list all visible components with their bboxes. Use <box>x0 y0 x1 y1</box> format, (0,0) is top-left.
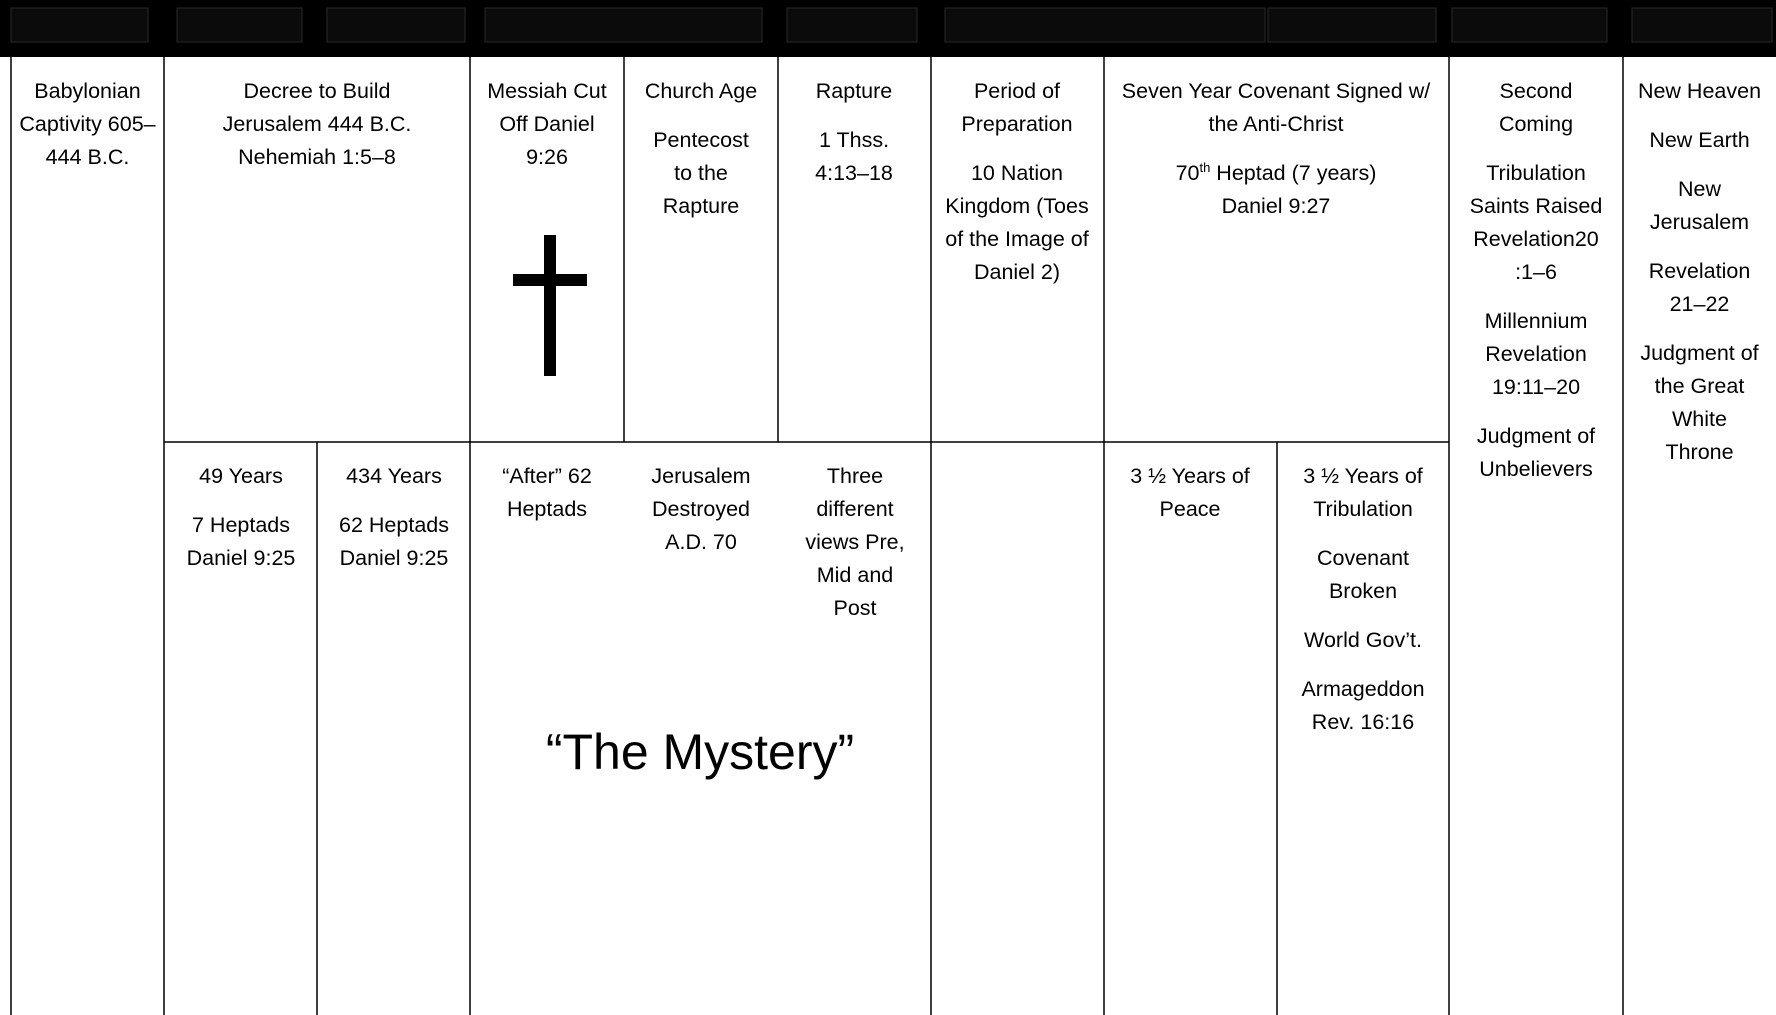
header-cells <box>11 8 1772 42</box>
heptad-text: Heptad (7 years) <box>1210 161 1377 185</box>
the-mystery-label: “The Mystery” <box>545 724 855 780</box>
years-of-peace-label: 3 ½ Years of Peace <box>1130 464 1250 521</box>
judgment-of-unbelievers: Judgment of Unbelievers <box>1476 424 1596 481</box>
four-thirty-four-years-cell <box>324 460 464 575</box>
rapture-title: Rapture <box>815 79 893 103</box>
sixty-two-heptads-detail: 62 Heptads Daniel 9:25 <box>339 513 449 570</box>
revelation-reference: Revelation 21–22 <box>1648 259 1751 316</box>
new-heaven-cell <box>1633 75 1766 469</box>
seven-year-covenant-cell <box>1110 75 1442 223</box>
three-views-cell <box>792 460 918 625</box>
ten-nation-kingdom-detail: 10 Nation Kingdom (Toes of the Image of Daniel 2) <box>945 161 1089 284</box>
after-62-heptads-cell <box>482 460 612 526</box>
jerusalem-destroyed-label: Jerusalem Destroyed A.D. 70 <box>651 464 751 554</box>
second-coming-title: Second Coming <box>1498 79 1574 136</box>
tribulation-saints-raised: Tribulation Saints Raised Revelation20 :1–6 <box>1469 161 1603 284</box>
world-government-label: World Gov’t. <box>1304 628 1422 652</box>
years-of-peace-cell <box>1115 460 1265 526</box>
heptad-number: 70 <box>1175 161 1200 185</box>
millennium-detail: Millennium Revelation 19:11–20 <box>1484 309 1588 399</box>
babylonian-captivity-cell <box>11 75 164 174</box>
new-jerusalem-label: New Jerusalem <box>1649 177 1750 234</box>
church-age-title: Church Age <box>644 79 758 103</box>
four-thirty-four-years-title: 434 Years <box>346 464 442 488</box>
great-white-throne-label: Judgment of the Great White Throne <box>1640 341 1759 464</box>
years-of-tribulation-cell <box>1288 460 1438 739</box>
second-coming-cell <box>1460 75 1612 486</box>
forty-nine-years-title: 49 Years <box>199 464 283 488</box>
messiah-cut-off-cell <box>480 75 614 174</box>
messiah-cut-off-label: Messiah Cut Off Daniel 9:26 <box>487 79 607 169</box>
after-62-heptads-label: “After” 62 Heptads <box>502 464 592 521</box>
rapture-cell <box>790 75 918 190</box>
three-views-label: Three different views Pre, Mid and Post <box>805 464 905 620</box>
covenant-broken-label: Covenant Broken <box>1316 546 1410 603</box>
jerusalem-destroyed-cell <box>636 460 766 559</box>
new-earth-label: New Earth <box>1649 128 1750 152</box>
armageddon-label: Armageddon Rev. 16:16 <box>1301 677 1425 734</box>
rapture-reference: 1 Thss. 4:13–18 <box>815 128 893 185</box>
cross-icon-bar <box>513 274 587 286</box>
church-age-detail: Pentecost to the Rapture <box>653 128 749 218</box>
years-of-tribulation-title: 3 ½ Years of Tribulation <box>1303 464 1423 521</box>
church-age-cell <box>640 75 762 223</box>
heptad-ordinal: th <box>1199 159 1211 175</box>
period-of-preparation-cell <box>937 75 1097 289</box>
babylonian-captivity-label: Babylonian Captivity 605–444 B.C. <box>19 79 156 169</box>
forty-nine-years-cell <box>172 460 310 575</box>
new-heaven-title: New Heaven <box>1637 79 1762 103</box>
seven-year-covenant-title: Seven Year Covenant Signed w/ the Anti-Christ <box>1121 79 1431 136</box>
period-of-preparation-title: Period of Preparation <box>961 79 1073 136</box>
cross-icon <box>544 235 556 376</box>
decree-cell <box>195 75 439 174</box>
decree-label: Decree to Build Jerusalem 444 B.C. Nehemiah 1:5–8 <box>222 79 412 169</box>
seventieth-heptad-label <box>1114 157 1438 223</box>
seven-heptads-detail: 7 Heptads Daniel 9:25 <box>186 513 296 570</box>
heptad-reference: Daniel 9:27 <box>1221 194 1331 218</box>
